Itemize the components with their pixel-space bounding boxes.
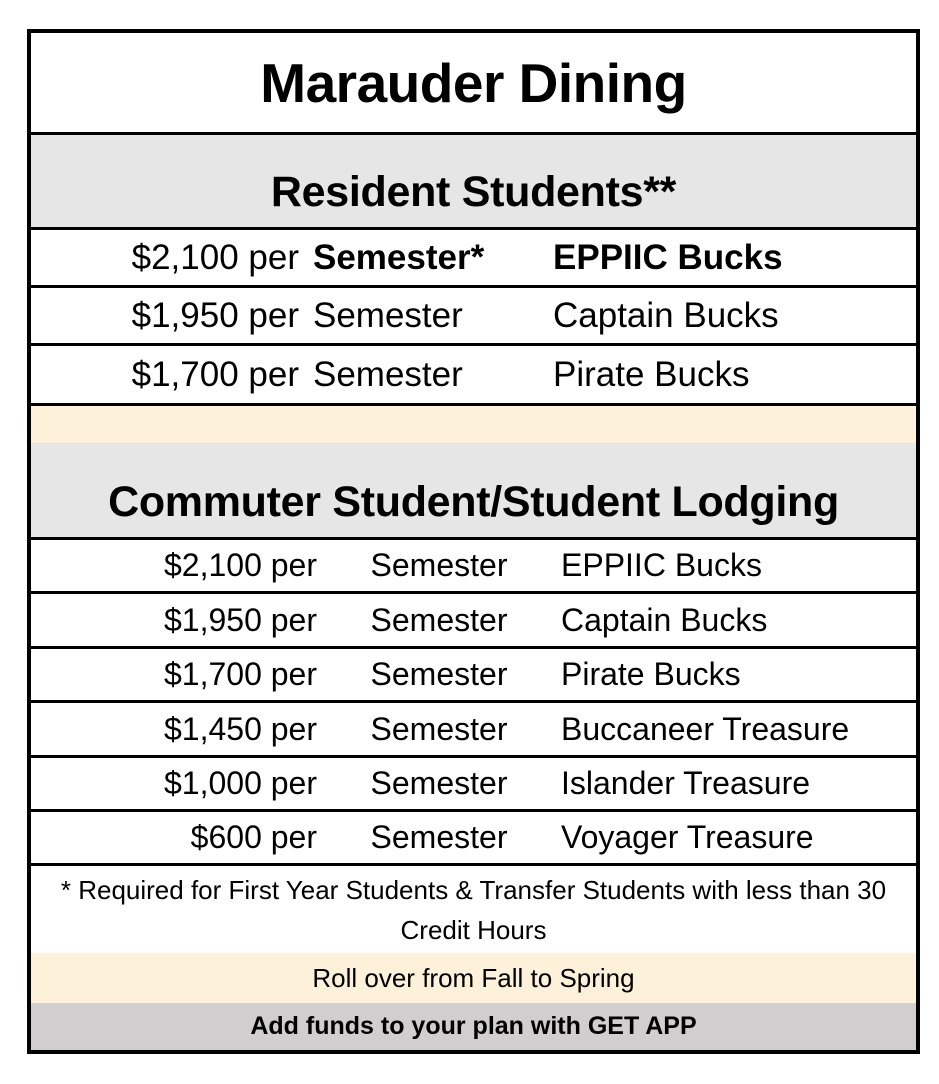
- footnote: * Required for First Year Students & Transfer Students with less than 30 Credit Hours: [60, 874, 887, 945]
- amount-cell: $1,450 per: [163, 710, 317, 747]
- table-row: [31, 649, 916, 700]
- period-cell: Semester: [370, 710, 508, 747]
- table-row: [31, 230, 916, 285]
- amount-cell: $2,100 per: [163, 547, 317, 583]
- plan-cell: Captain Bucks: [561, 601, 768, 638]
- plan-cell: EPPIIC Bucks: [561, 547, 762, 583]
- table-row: [31, 594, 916, 646]
- period-cell: Semester: [370, 765, 508, 801]
- plan-cell: Pirate Bucks: [553, 354, 750, 394]
- amount-cell: $1,950 per: [131, 295, 299, 335]
- period-cell: Semester: [313, 295, 463, 335]
- table-row: [31, 288, 916, 343]
- amount-cell: $1,000 per: [163, 765, 317, 801]
- plan-cell: Buccaneer Treasure: [561, 710, 850, 747]
- table-row: [31, 758, 916, 809]
- period-cell: Semester: [313, 354, 463, 394]
- amount-cell: $1,950 per: [163, 601, 317, 638]
- commuter-heading: Commuter Student/Student Lodging: [31, 443, 916, 537]
- period-cell: Semester: [370, 656, 508, 692]
- amount-cell: $2,100 per: [131, 237, 299, 277]
- table-row: [31, 346, 916, 403]
- plan-cell: Pirate Bucks: [561, 656, 741, 692]
- resident-heading: Resident Students**: [31, 135, 916, 227]
- rollover-note: Roll over from Fall to Spring: [31, 953, 916, 1003]
- amount-cell: $600 per: [190, 819, 317, 855]
- table-row: [31, 812, 916, 863]
- table-row: [31, 540, 916, 591]
- period-cell: Semester*: [313, 237, 485, 277]
- plan-cell: Voyager Treasure: [561, 819, 814, 855]
- plan-cell: Captain Bucks: [553, 295, 779, 335]
- dining-plan-table: [27, 29, 920, 1054]
- spacer-band: [31, 406, 916, 443]
- amount-cell: $1,700 per: [131, 354, 299, 394]
- period-cell: Semester: [370, 819, 508, 855]
- period-cell: Semester: [370, 601, 508, 638]
- amount-cell: $1,700 per: [163, 656, 317, 692]
- table-row: [31, 703, 916, 755]
- plan-cell: Islander Treasure: [561, 765, 811, 801]
- period-cell: Semester: [370, 547, 508, 583]
- get-app-note: Add funds to your plan with GET APP: [31, 1003, 916, 1050]
- plan-cell: EPPIIC Bucks: [553, 237, 783, 277]
- page-title: Marauder Dining: [260, 51, 687, 114]
